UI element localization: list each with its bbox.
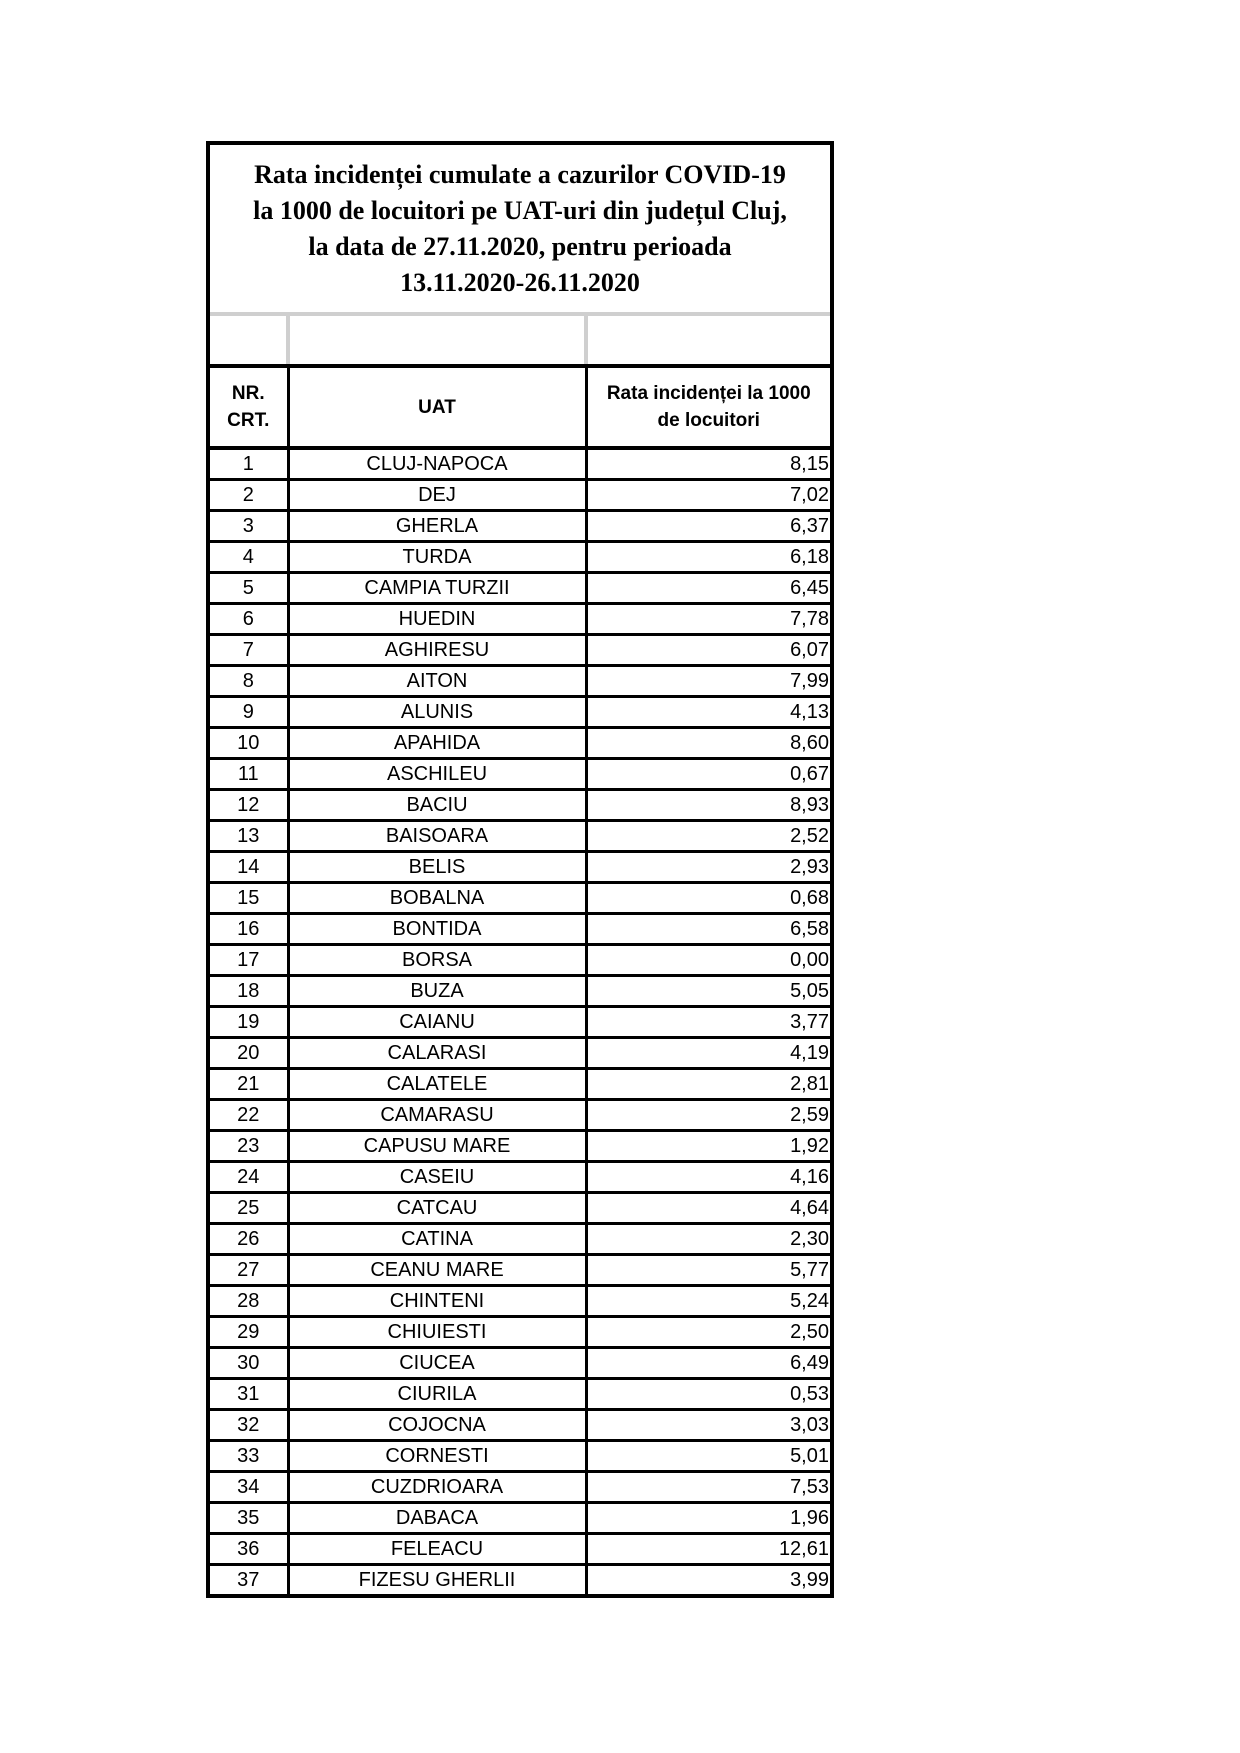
column-header-row	[210, 366, 830, 448]
row-number-cell: 9	[210, 697, 288, 728]
incidence-rate-cell: 1,96	[586, 1503, 830, 1534]
uat-name-cell: COJOCNA	[288, 1410, 586, 1441]
table-body	[210, 448, 830, 1594]
uat-name-cell: BELIS	[288, 852, 586, 883]
table-row	[210, 728, 830, 759]
uat-name-cell: CUZDRIOARA	[288, 1472, 586, 1503]
table-row	[210, 666, 830, 697]
row-number-cell: 8	[210, 666, 288, 697]
table-row	[210, 542, 830, 573]
row-number-cell: 13	[210, 821, 288, 852]
uat-name-cell: BUZA	[288, 976, 586, 1007]
incidence-rate-cell: 8,93	[586, 790, 830, 821]
uat-name-cell: BOBALNA	[288, 883, 586, 914]
uat-name-cell: CHINTENI	[288, 1286, 586, 1317]
uat-name-cell: ASCHILEU	[288, 759, 586, 790]
uat-name-cell: CIUCEA	[288, 1348, 586, 1379]
uat-name-cell: CLUJ-NAPOCA	[288, 448, 586, 480]
incidence-rate-cell: 5,77	[586, 1255, 830, 1286]
row-number-cell: 12	[210, 790, 288, 821]
empty-cell	[288, 316, 586, 366]
incidence-rate-cell: 6,37	[586, 511, 830, 542]
incidence-rate-cell: 0,68	[586, 883, 830, 914]
uat-name-cell: FIZESU GHERLII	[288, 1565, 586, 1595]
incidence-rate-cell: 6,18	[586, 542, 830, 573]
uat-name-cell: CAMARASU	[288, 1100, 586, 1131]
table-row	[210, 1565, 830, 1595]
row-number-cell: 27	[210, 1255, 288, 1286]
incidence-rate-cell: 5,05	[586, 976, 830, 1007]
title-box	[210, 145, 830, 316]
table-row	[210, 1131, 830, 1162]
incidence-table	[210, 316, 830, 1594]
incidence-rate-cell: 6,45	[586, 573, 830, 604]
table-row	[210, 852, 830, 883]
empty-cell	[586, 316, 830, 366]
uat-name-cell: BORSA	[288, 945, 586, 976]
table-row	[210, 635, 830, 666]
uat-name-cell: CAIANU	[288, 1007, 586, 1038]
table-row	[210, 1348, 830, 1379]
uat-name-cell: FELEACU	[288, 1534, 586, 1565]
row-number-cell: 31	[210, 1379, 288, 1410]
table-row	[210, 448, 830, 480]
uat-name-cell: DEJ	[288, 480, 586, 511]
row-number-cell: 5	[210, 573, 288, 604]
table-row	[210, 1193, 830, 1224]
row-number-cell: 37	[210, 1565, 288, 1595]
incidence-rate-cell: 2,30	[586, 1224, 830, 1255]
incidence-rate-cell: 5,24	[586, 1286, 830, 1317]
incidence-rate-cell: 0,00	[586, 945, 830, 976]
uat-name-cell: APAHIDA	[288, 728, 586, 759]
row-number-cell: 26	[210, 1224, 288, 1255]
uat-name-cell: CIURILA	[288, 1379, 586, 1410]
table-row	[210, 976, 830, 1007]
row-number-cell: 16	[210, 914, 288, 945]
row-number-cell: 29	[210, 1317, 288, 1348]
row-number-cell: 30	[210, 1348, 288, 1379]
row-number-cell: 15	[210, 883, 288, 914]
uat-name-cell: GHERLA	[288, 511, 586, 542]
uat-name-cell: DABACA	[288, 1503, 586, 1534]
table-row	[210, 697, 830, 728]
table-row	[210, 1441, 830, 1472]
uat-name-cell: CALATELE	[288, 1069, 586, 1100]
table-row	[210, 1410, 830, 1441]
table-row	[210, 1317, 830, 1348]
table-row	[210, 1162, 830, 1193]
row-number-cell: 3	[210, 511, 288, 542]
incidence-rate-cell: 2,81	[586, 1069, 830, 1100]
row-number-cell: 19	[210, 1007, 288, 1038]
incidence-rate-cell: 2,50	[586, 1317, 830, 1348]
table-row	[210, 1503, 830, 1534]
incidence-rate-cell: 1,92	[586, 1131, 830, 1162]
row-number-cell: 22	[210, 1100, 288, 1131]
uat-name-cell: HUEDIN	[288, 604, 586, 635]
empty-spacer-row	[210, 316, 830, 366]
incidence-rate-cell: 4,64	[586, 1193, 830, 1224]
incidence-rate-cell: 7,78	[586, 604, 830, 635]
header-nr-crt: NR. CRT.	[210, 366, 288, 448]
incidence-rate-cell: 2,59	[586, 1100, 830, 1131]
incidence-rate-cell: 8,15	[586, 448, 830, 480]
incidence-rate-cell: 7,53	[586, 1472, 830, 1503]
header-uat: UAT	[288, 366, 586, 448]
uat-name-cell: AITON	[288, 666, 586, 697]
row-number-cell: 2	[210, 480, 288, 511]
table-row	[210, 1224, 830, 1255]
row-number-cell: 36	[210, 1534, 288, 1565]
uat-name-cell: BONTIDA	[288, 914, 586, 945]
row-number-cell: 4	[210, 542, 288, 573]
incidence-rate-cell: 6,49	[586, 1348, 830, 1379]
incidence-rate-cell: 5,01	[586, 1441, 830, 1472]
incidence-rate-cell: 0,53	[586, 1379, 830, 1410]
incidence-rate-cell: 4,19	[586, 1038, 830, 1069]
table-row	[210, 1286, 830, 1317]
uat-name-cell: CAPUSU MARE	[288, 1131, 586, 1162]
header-incidence-rate: Rata incidenței la 1000 de locuitori	[586, 366, 830, 448]
table-row	[210, 1534, 830, 1565]
incidence-rate-cell: 3,77	[586, 1007, 830, 1038]
incidence-rate-cell: 0,67	[586, 759, 830, 790]
table-row	[210, 821, 830, 852]
incidence-rate-cell: 4,16	[586, 1162, 830, 1193]
row-number-cell: 34	[210, 1472, 288, 1503]
incidence-rate-cell: 3,99	[790, 1569, 829, 1591]
uat-name-cell: BAISOARA	[288, 821, 586, 852]
table-row	[210, 573, 830, 604]
incidence-rate-cell: 3,03	[586, 1410, 830, 1441]
uat-name-cell: CAMPIA TURZII	[288, 573, 586, 604]
table-row	[210, 511, 830, 542]
row-number-cell: 33	[210, 1441, 288, 1472]
table-row	[210, 759, 830, 790]
empty-cell	[210, 316, 288, 366]
row-number-cell: 1	[210, 448, 288, 480]
incidence-rate-cell: 7,02	[586, 480, 830, 511]
uat-name-cell: CEANU MARE	[288, 1255, 586, 1286]
row-number-cell: 24	[210, 1162, 288, 1193]
row-number-cell: 7	[210, 635, 288, 666]
table-row	[210, 1038, 830, 1069]
incidence-rate-cell: 2,52	[586, 821, 830, 852]
uat-name-cell: AGHIRESU	[288, 635, 586, 666]
row-number-cell: 11	[210, 759, 288, 790]
row-number-cell: 14	[210, 852, 288, 883]
incidence-table-document	[206, 141, 834, 1598]
uat-name-cell: CHIUIESTI	[288, 1317, 586, 1348]
table-row	[210, 914, 830, 945]
row-number-cell: 35	[210, 1503, 288, 1534]
table-row	[210, 1069, 830, 1100]
row-number-cell: 28	[210, 1286, 288, 1317]
uat-name-cell: CATCAU	[288, 1193, 586, 1224]
table-row	[210, 1255, 830, 1286]
table-row	[210, 1100, 830, 1131]
incidence-rate-cell: 2,93	[586, 852, 830, 883]
uat-name-cell: BACIU	[288, 790, 586, 821]
table-row	[210, 790, 830, 821]
row-number-cell: 21	[210, 1069, 288, 1100]
row-number-cell: 17	[210, 945, 288, 976]
incidence-rate-cell: 6,07	[586, 635, 830, 666]
table-row	[210, 945, 830, 976]
table-row	[210, 883, 830, 914]
incidence-rate-cell: 12,61	[586, 1534, 830, 1565]
row-number-cell: 6	[210, 604, 288, 635]
table-row	[210, 1007, 830, 1038]
uat-name-cell: ALUNIS	[288, 697, 586, 728]
table-row	[210, 1379, 830, 1410]
uat-name-cell: CORNESTI	[288, 1441, 586, 1472]
table-row	[210, 480, 830, 511]
table-row	[210, 604, 830, 635]
row-number-cell: 25	[210, 1193, 288, 1224]
uat-name-cell: TURDA	[288, 542, 586, 573]
uat-name-cell: CATINA	[288, 1224, 586, 1255]
uat-name-cell: CASEIU	[288, 1162, 586, 1193]
incidence-rate-cell: 7,99	[586, 666, 830, 697]
document-title: Rata incidenței cumulate a cazurilor COVID-19 la 1000 de locuitori pe UAT-uri din județul Cluj, la data de 27.11.2020, pentru perioada 13.11.2020-26.11.2020	[253, 159, 787, 297]
table-row	[210, 1472, 830, 1503]
incidence-rate-cell: 4,13	[586, 697, 830, 728]
row-number-cell: 10	[210, 728, 288, 759]
incidence-rate-cell: 8,60	[586, 728, 830, 759]
row-number-cell: 23	[210, 1131, 288, 1162]
row-number-cell: 18	[210, 976, 288, 1007]
uat-name-cell: CALARASI	[288, 1038, 586, 1069]
incidence-rate-cell: 6,58	[586, 914, 830, 945]
row-number-cell: 32	[210, 1410, 288, 1441]
row-number-cell: 20	[210, 1038, 288, 1069]
